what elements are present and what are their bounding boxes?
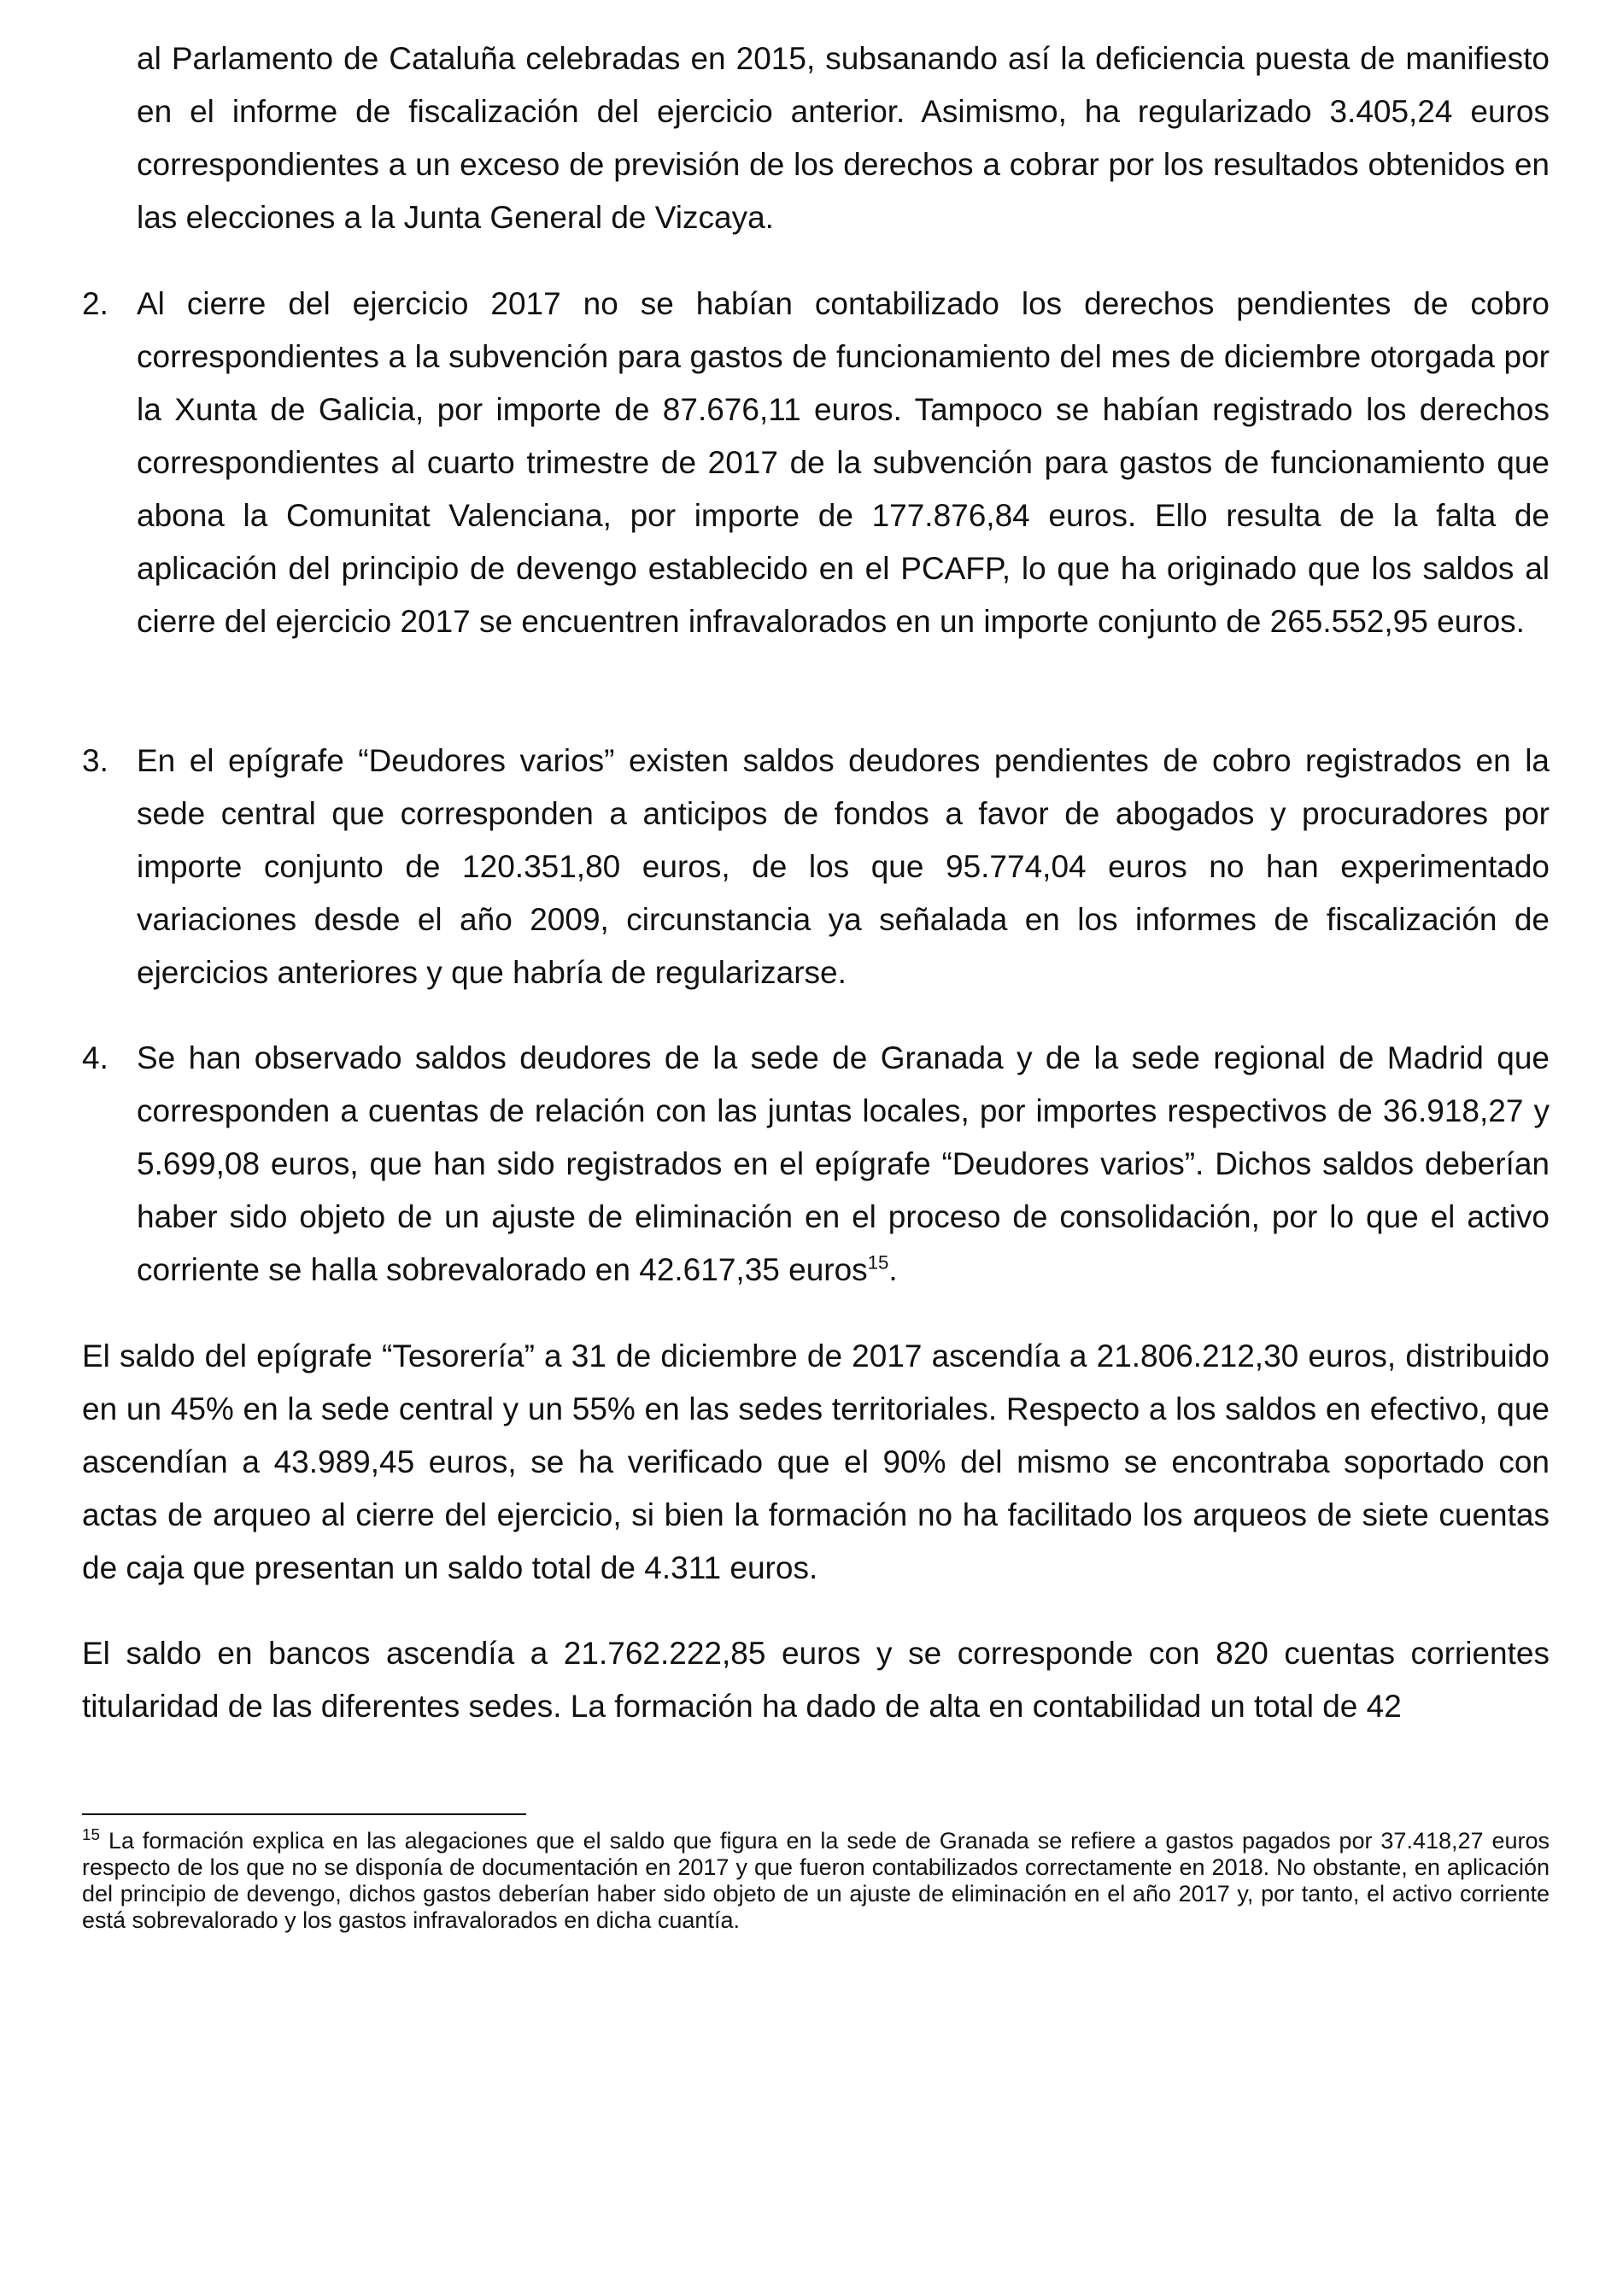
list-item-number: 2.	[82, 286, 108, 321]
list-item-text-trailing: .	[888, 1252, 898, 1287]
list-item-text: Al cierre del ejercicio 2017 no se habían contabilizado los derechos pendientes de cobro correspondientes a la subvención para gastos de funcionamiento del mes de diciembre otorgada por la Xunta de Galicia, por importe de 87.676,11 euros. Tampoco se habían registrado los derechos correspondientes al cuarto trimestre de 2017 de la subvención para gastos de funcionamiento que abona la Comunitat Valenciana, por importe de 177.876,84 euros. Ello resulta de la falta de aplicación del principio de devengo establecido en el PCAFP, lo que ha originado que los saldos al cierre del ejercicio 2017 se encuentren infravalorados en un importe conjunto de 265.552,95 euros.	[137, 286, 1550, 639]
footnote-divider	[82, 1813, 526, 1815]
list-item-text: En el epígrafe “Deudores varios” existen saldos deudores pendientes de cobro registrados en la sede central que corresponden a anticipos de fondos a favor de abogados y procuradores por importe conjunto de 120.351,80 euros, de los que 95.774,04 euros no han experimentado variaciones desde el año 2009, circunstancia ya señalada en los informes de fiscalización de ejercicios anteriores y que habría de regularizarse.	[137, 743, 1550, 990]
list-item-text-main: Se han observado saldos deudores de la sede de Granada y de la sede regional de Madrid que corresponden a cuentas de relación con las juntas locales, por importes respectivos de 36.918,27 y 5.699,08 euros, que han sido registrados en el epígrafe “Deudores varios”. Dichos saldos deberían haber sido objeto de un ajuste de eliminación en el proceso de consolidación, por lo que el activo corriente se halla sobrevalorado en 42.617,35 euros	[137, 1040, 1550, 1287]
footnote-15	[82, 1828, 1550, 1934]
list-item-number: 3.	[82, 743, 108, 778]
list-item-2	[82, 278, 1550, 648]
list-item-3	[82, 735, 1550, 999]
paragraph-tesoreria: El saldo del epígrafe “Tesorería” a 31 de diciembre de 2017 ascendía a 21.806.212,30 euros, distribuido en un 45% en la sede central y un 55% en las sedes territoriales. Respecto a los saldos en efectivo, que ascendían a 43.989,45 euros, se ha verificado que el 90% del mismo se encontraba soportado con actas de arqueo al cierre del ejercicio, si bien la formación no ha facilitado los arqueos de siete cuentas de caja que presentan un saldo total de 4.311 euros.	[82, 1338, 1550, 1585]
list-item-4	[82, 1032, 1550, 1297]
list-item-text	[137, 1032, 1550, 1297]
footnote-number: 15	[82, 1826, 101, 1844]
paragraph-bancos: El saldo en bancos ascendía a 21.762.222,85 euros y se corresponde con 820 cuentas corrientes titularidad de las diferentes sedes. La formación ha dado de alta en contabilidad un total de 42	[82, 1636, 1550, 1724]
list-item-number: 4.	[82, 1040, 108, 1075]
footnote-text: La formación explica en las alegaciones que el saldo que figura en la sede de Granada se refiere a gastos pagados por 37.418,27 euros respecto de los que no se disponía de documentación en 2017 y que fueron contabilizados correctamente en 2018. No obstante, en aplicación del principio de devengo, dichos gastos deberían haber sido objeto de un ajuste de eliminación en el año 2017 y, por tanto, el activo corriente está sobrevalorado y los gastos infravalorados en dicha cuantía.	[82, 1828, 1550, 1933]
item-1-continuation: al Parlamento de Cataluña celebradas en 2015, subsanando así la deficiencia puesta de manifiesto en el informe de fiscalización del ejercicio anterior. Asimismo, ha regularizado 3.405,24 euros correspondientes a un exceso de previsión de los derechos a cobrar por los resultados obtenidos en las elecciones a la Junta General de Vizcaya.	[137, 41, 1550, 235]
footnote-reference[interactable]: 15	[867, 1251, 889, 1274]
